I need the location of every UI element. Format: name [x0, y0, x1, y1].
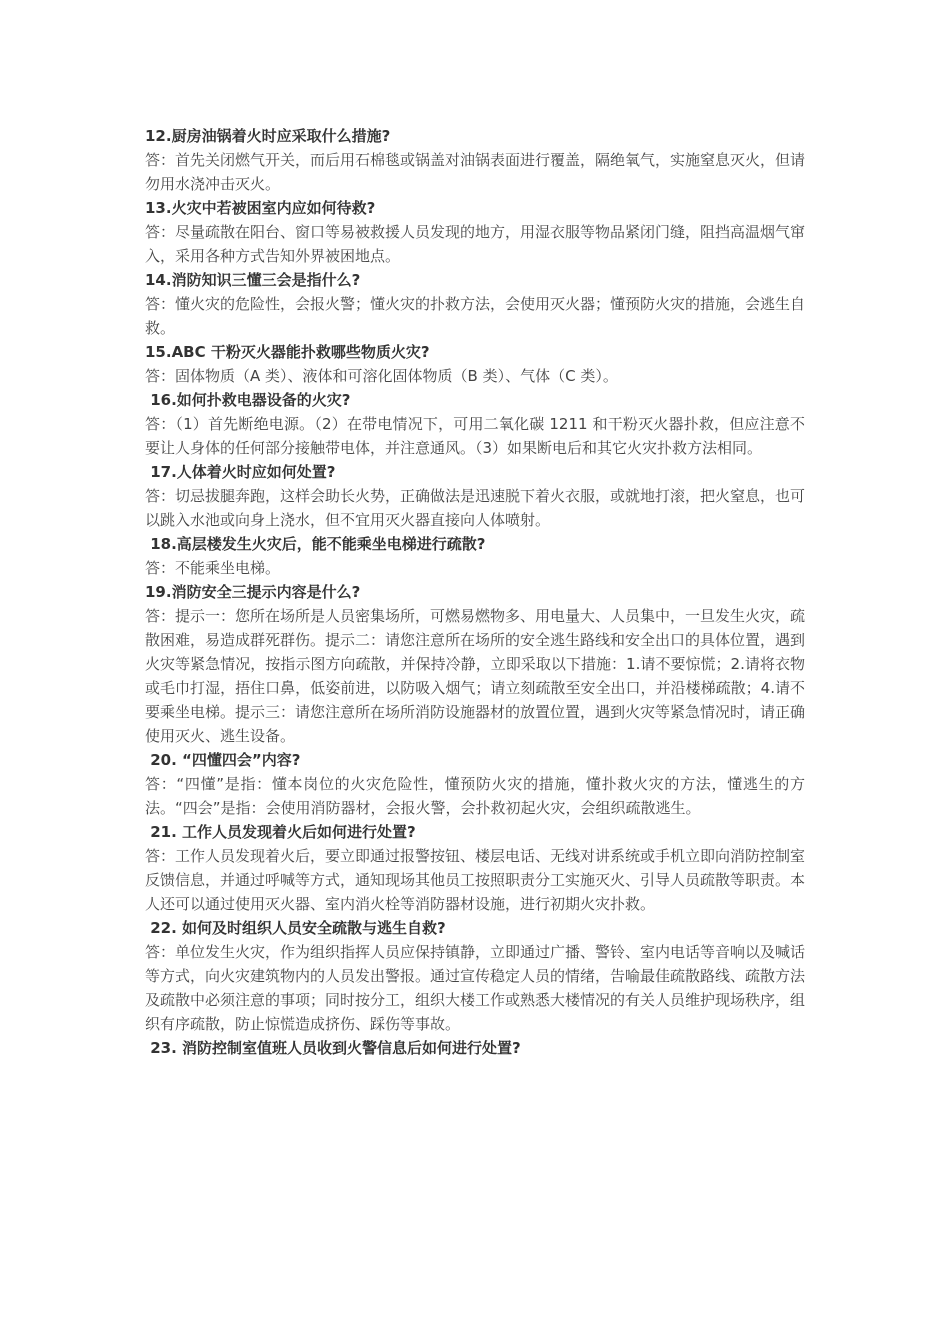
- qa-item-17: [145, 460, 805, 532]
- question-heading: 13.火灾中若被困室内应如何待救?: [145, 199, 376, 217]
- answer-text: 答：固体物质（A 类）、液体和可溶化固体物质（B 类）、气体（C 类）。: [145, 367, 618, 385]
- qa-item-13: [145, 196, 805, 268]
- answer-text: 答：尽量疏散在阳台、窗口等易被救援人员发现的地方，用湿衣服等物品紧闭门缝，阻挡高温烟气窜入，采用各种方式告知外界被困地点。: [145, 223, 806, 265]
- question-heading: 18.高层楼发生火灾后，能不能乘坐电梯进行疏散?: [145, 535, 486, 553]
- answer-text: 答：首先关闭燃气开关，而后用石棉毯或锅盖对油锅表面进行覆盖，隔绝氧气，实施窒息灭火，但请勿用水浇冲击灭火。: [145, 151, 806, 193]
- answer-text: 答：单位发生火灾，作为组织指挥人员应保持镇静，立即通过广播、警铃、室内电话等音响以及喊话等方式，向火灾建筑物内的人员发出警报。通过宣传稳定人员的情绪，告喻最佳疏散路线、疏散方法及疏散中必须注意的事项；同时按分工，组织大楼工作或熟悉大楼情况的有关人员维护现场秩序，组织有序疏散，防止惊慌造成挤伤、踩伤等事故。: [145, 943, 806, 1033]
- question-heading: 16.如何扑救电器设备的火灾?: [145, 391, 351, 409]
- document-body: [145, 124, 805, 1060]
- question-heading: 14.消防知识三懂三会是指什么?: [145, 271, 361, 289]
- answer-text: 答：“四懂”是指：懂本岗位的火灾危险性，懂预防火灾的措施，懂扑救火灾的方法，懂逃生的方法。“四会”是指：会使用消防器材，会报火警，会扑救初起火灾，会组织疏散逃生。: [145, 775, 805, 817]
- answer-text: 答：懂火灾的危险性，会报火警；懂火灾的扑救方法，会使用灭火器；懂预防火灾的措施，会逃生自救。: [145, 295, 806, 337]
- answer-text: 答：提示一：您所在场所是人员密集场所，可燃易燃物多、用电量大、人员集中，一旦发生火灾，疏散困难，易造成群死群伤。提示二：请您注意所在场所的安全逃生路线和安全出口的具体位置，遇到火灾等紧急情况，按指示图方向疏散，并保持冷静，立即采取以下措施：1.请不要惊慌；2.请将衣物或毛巾打湿，捂住口鼻，低姿前进，以防吸入烟气；请立刻疏散至安全出口，并沿楼梯疏散；4.请不要乘坐电梯。提示三：请您注意所在场所消防设施器材的放置位置，遇到火灾等紧急情况时，请正确使用灭火、逃生设备。: [145, 607, 806, 745]
- qa-item-21: [145, 820, 805, 916]
- qa-item-12: [145, 124, 805, 196]
- qa-item-20: [145, 748, 805, 820]
- question-heading: 15.ABC 干粉灭火器能扑救哪些物质火灾?: [145, 343, 430, 361]
- question-heading: 17.人体着火时应如何处置?: [145, 463, 336, 481]
- answer-text: 答：工作人员发现着火后，要立即通过报警按钮、楼层电话、无线对讲系统或手机立即向消防控制室反馈信息，并通过呼喊等方式，通知现场其他员工按照职责分工实施灭火、引导人员疏散等职责。本人还可以通过使用灭火器、室内消火栓等消防器材设施，进行初期火灾扑救。: [145, 847, 806, 913]
- qa-item-23: [145, 1036, 805, 1060]
- answer-text: 答：不能乘坐电梯。: [145, 559, 281, 577]
- question-heading: 19.消防安全三提示内容是什么?: [145, 583, 361, 601]
- qa-item-18: [145, 532, 805, 580]
- question-heading: 23. 消防控制室值班人员收到火警信息后如何进行处置?: [145, 1039, 521, 1057]
- question-heading: 21. 工作人员发现着火后如何进行处置?: [145, 823, 416, 841]
- answer-text: 答：切忌拔腿奔跑，这样会助长火势，正确做法是迅速脱下着火衣服，或就地打滚，把火窒息，也可以跳入水池或向身上浇水，但不宜用灭火器直接向人体喷射。: [145, 487, 806, 529]
- question-heading: 22. 如何及时组织人员安全疏散与逃生自救?: [145, 919, 446, 937]
- answer-text: 答：（1）首先断绝电源。（2）在带电情况下，可用二氧化碳 1211 和干粉灭火器扑救，但应注意不要让人身体的任何部分接触带电体，并注意通风。（3）如果断电后和其它火灾扑救方法相同。: [145, 415, 805, 457]
- qa-item-22: [145, 916, 805, 1036]
- qa-item-14: [145, 268, 805, 340]
- qa-item-16: [145, 388, 805, 460]
- question-heading: 20. “四懂四会”内容?: [145, 751, 301, 769]
- qa-item-15: [145, 340, 805, 388]
- question-heading: 12.厨房油锅着火时应采取什么措施?: [145, 127, 391, 145]
- qa-item-19: [145, 580, 805, 748]
